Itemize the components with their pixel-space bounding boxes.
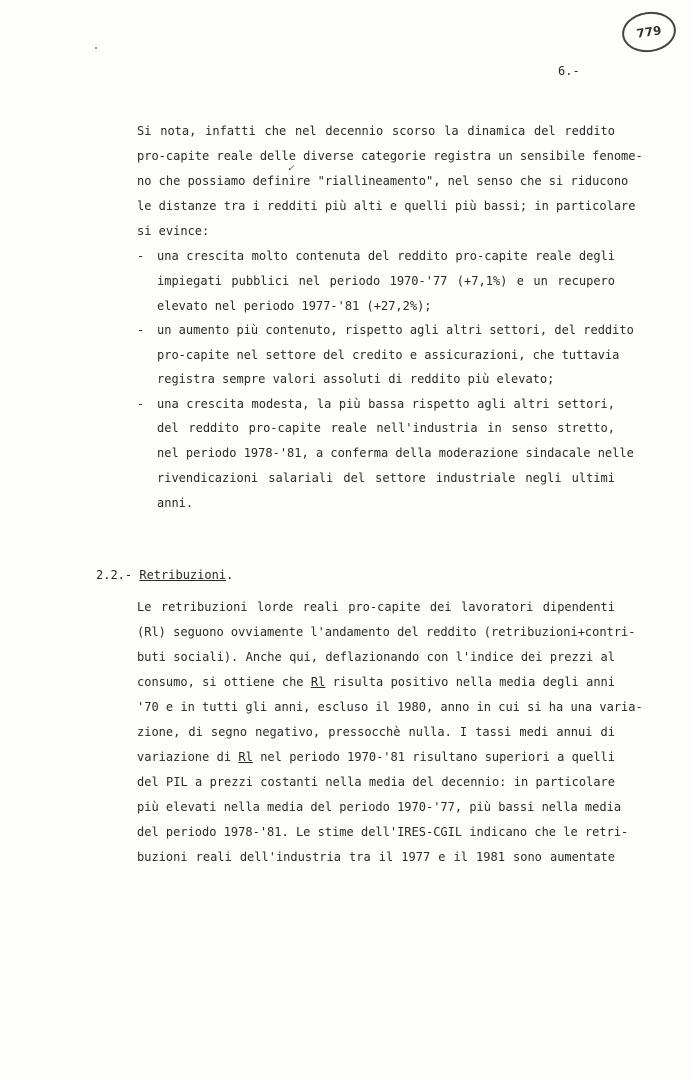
text-line: registra sempre valori assoluti di reddito più elevato; [157, 372, 555, 386]
section-number: 2.2.- [96, 568, 133, 582]
text-line: una crescita modesta, la più bassa rispetto agli altri settori, [157, 397, 615, 411]
text-line: zione, di segno negativo, pressocchè nulla. I tassi medi annui di [137, 725, 615, 739]
text-line: si evince: [137, 224, 210, 238]
text-line: no che possiamo definire "riallineamento", nel senso che si riducono [137, 174, 629, 188]
text-line: nel periodo 1978-'81, a conferma della moderazione sindacale nelle [157, 446, 634, 460]
text-line: del periodo 1978-'81. Le stime dell'IRES-CGIL indicano che le retri- [137, 825, 629, 839]
text-line: rivendicazioni salariali del settore industriale negli ultimi [157, 471, 615, 485]
text-line: '70 e in tutti gli anni, escluso il 1980, anno in cui si ha una varia- [137, 700, 643, 714]
text-line: un aumento più contenuto, rispetto agli altri settori, del reddito [157, 323, 634, 337]
text-line: Si nota, infatti che nel decennio scorso la dinamica del reddito [137, 124, 615, 138]
section-heading [96, 568, 233, 582]
text-line: Le retribuzioni lorde reali pro-capite dei lavoratori dipendenti [137, 600, 615, 614]
text-line: consumo, si ottiene che Rl risulta positivo nella media degli anni [137, 675, 615, 689]
text-line: buzioni reali dell'industria tra il 1977 e il 1981 sono aumentate [137, 850, 615, 864]
archive-stamp: 779 [619, 8, 678, 55]
text-line: le distanze tra i redditi più alti e quelli più bassi; in particolare [137, 199, 636, 213]
text-line: variazione di Rl nel periodo 1970-'81 risultano superiori a quelli [137, 750, 615, 764]
bullet-dash: - [137, 323, 145, 337]
text-line: più elevati nella media del periodo 1970-'77, più bassi nella media [137, 800, 622, 814]
section-period: . [226, 568, 234, 582]
text-line: pro-capite nel settore del credito e assicurazioni, che tuttavia [157, 348, 620, 362]
text-line: del reddito pro-capite reale nell'industria in senso stretto, [157, 421, 615, 435]
text-line: una crescita molto contenuta del reddito pro-capite reale degli [157, 249, 615, 263]
page-number: 6.- [558, 64, 580, 78]
section-title: Retribuzioni [139, 568, 227, 582]
text-line: elevato nel periodo 1977-'81 (+27,2%); [157, 299, 432, 313]
rl-symbol: Rl [310, 675, 326, 689]
text-line: impiegati pubblici nel periodo 1970-'77 (+7,1%) e un recupero [157, 274, 615, 288]
handwritten-mark-icon: ✓ [287, 164, 295, 174]
text-line: del PIL a prezzi costanti nella media del decennio: in particolare [137, 775, 615, 789]
text-line: buti sociali). Anche qui, deflazionando con l'indice dei prezzi al [137, 650, 615, 664]
speck [95, 47, 97, 49]
rl-symbol: Rl [238, 750, 253, 764]
text-line: pro-capite reale delle diverse categorie registra un sensibile fenome- [137, 149, 643, 163]
text-line: (Rl) seguono ovviamente l'andamento del reddito (retribuzioni+contri- [137, 625, 636, 639]
bullet-dash: - [137, 397, 145, 411]
text-line: anni. [157, 496, 194, 510]
bullet-dash: - [137, 249, 145, 263]
